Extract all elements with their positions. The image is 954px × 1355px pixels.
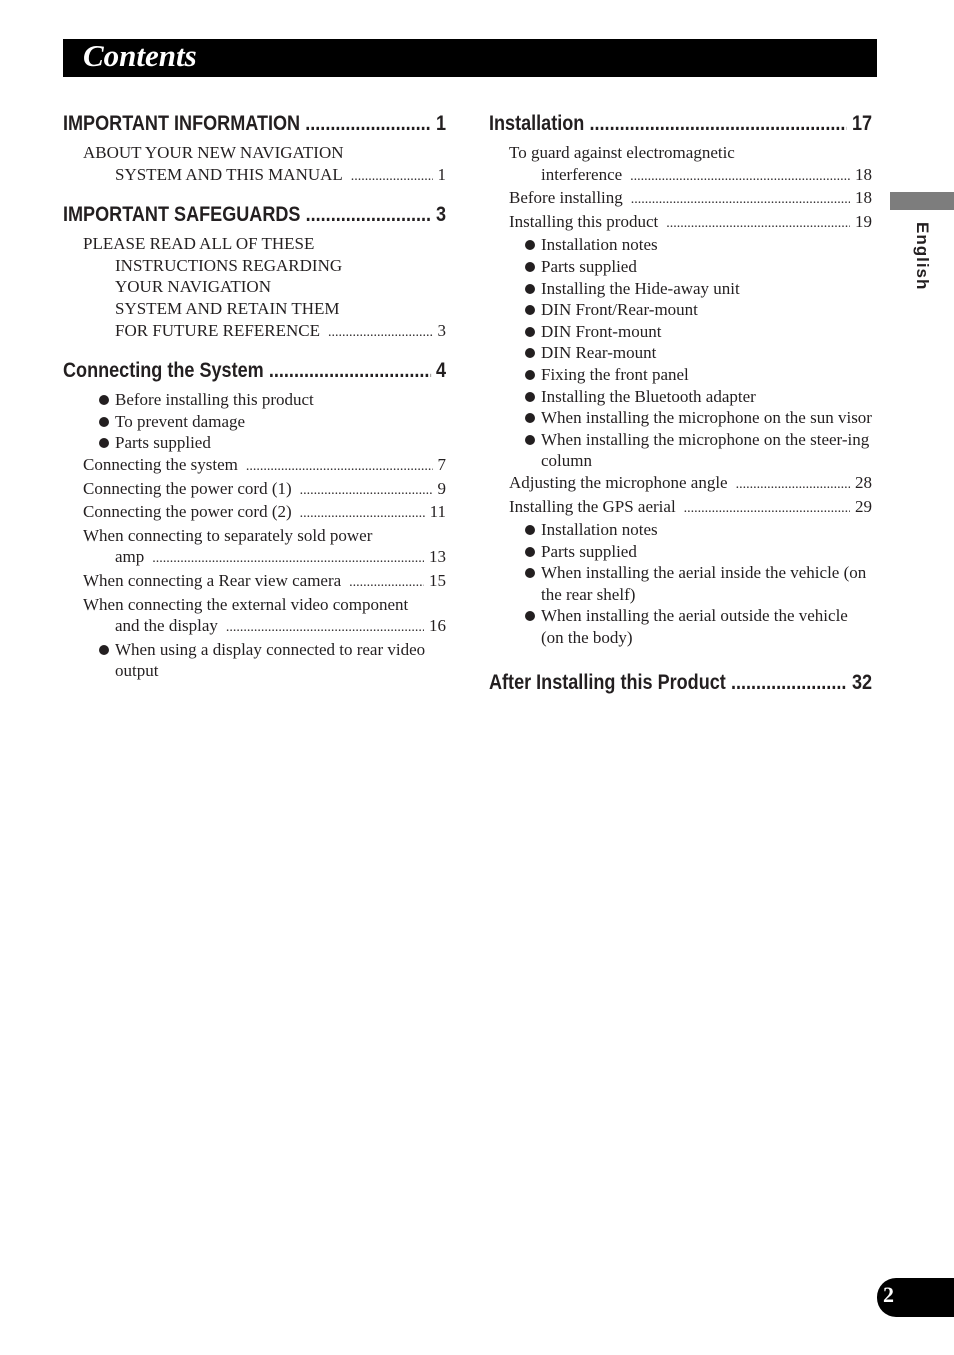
entry-line: ABOUT YOUR NEW NAVIGATION: [83, 143, 344, 162]
toc-bullet[interactable]: When installing the aerial outside the vehicle (on the body): [489, 605, 872, 648]
heading-page: 17: [851, 112, 873, 135]
bullet-icon: [525, 305, 535, 315]
entry-page: 13: [429, 547, 446, 567]
bullet-icon: [525, 327, 535, 337]
toc-bullet[interactable]: DIN Rear-mount: [489, 342, 872, 364]
language-label: English: [913, 222, 932, 291]
bullet-icon: [525, 370, 535, 380]
toc-entry[interactable]: Connecting the power cord (1) ..... 9: [63, 478, 446, 502]
toc-entry[interactable]: [63, 142, 446, 187]
entry-line: INSTRUCTIONS REGARDING: [115, 255, 343, 275]
bullet-icon: [525, 547, 535, 557]
entry-page: 15: [429, 570, 446, 590]
entry-page: 9: [437, 478, 446, 498]
heading-text: Installation: [489, 112, 585, 135]
entry-page: 11: [429, 502, 446, 522]
toc-bullet[interactable]: Parts supplied: [63, 432, 446, 454]
toc-bullet[interactable]: Fixing the front panel: [489, 364, 872, 386]
toc-heading[interactable]: [63, 353, 446, 389]
bullet-icon: [525, 392, 535, 402]
toc-entry[interactable]: Adjusting the microphone angle ..... 28: [489, 472, 872, 496]
toc-entry[interactable]: Before installing ..... 18: [489, 187, 872, 211]
page-number: 2: [883, 1282, 894, 1307]
toc-entry[interactable]: When connecting to separately sold power amp ..... 13: [63, 525, 446, 570]
toc-bullet[interactable]: Installing the Bluetooth adapter: [489, 386, 872, 408]
toc-entry[interactable]: When connecting the external video component and the display ..... 16: [63, 594, 446, 639]
entry-page: 1: [437, 164, 446, 184]
bullet-icon: [525, 525, 535, 535]
toc-bullet[interactable]: Before installing this product: [63, 389, 446, 411]
heading-text: IMPORTANT SAFEGUARDS: [63, 203, 301, 227]
bullet-icon: [99, 438, 109, 448]
toc-heading[interactable]: [489, 106, 872, 142]
bullet-icon: [99, 395, 109, 405]
toc-bullet[interactable]: When installing the microphone on the sun visor: [489, 407, 872, 429]
entry-page: 29: [855, 496, 872, 516]
toc-entry[interactable]: Installing this product ..... 19: [489, 211, 872, 235]
title-bar: [63, 39, 877, 77]
entry-line: SYSTEM AND THIS MANUAL: [115, 164, 343, 184]
toc-bullet[interactable]: Installation notes: [489, 234, 872, 256]
bullet-icon: [525, 240, 535, 250]
entry-page: 28: [855, 472, 872, 492]
heading-page: 32: [851, 670, 873, 694]
heading-page: 4: [436, 359, 447, 383]
page-title: Contents: [83, 38, 197, 73]
toc-heading[interactable]: [63, 106, 446, 142]
toc-bullet[interactable]: DIN Front-mount: [489, 321, 872, 343]
toc-bullet[interactable]: Parts supplied: [489, 541, 872, 563]
bullet-icon: [525, 262, 535, 272]
toc-bullet[interactable]: When installing the microphone on the steer-ing column: [489, 429, 872, 472]
toc-bullet[interactable]: DIN Front/Rear-mount: [489, 299, 872, 321]
bullet-icon: [525, 435, 535, 445]
toc-bullet[interactable]: When installing the aerial inside the vehicle (on the rear shelf): [489, 562, 872, 605]
entry-page: 16: [429, 616, 446, 636]
heading-page: 3: [436, 203, 447, 227]
entry-page: 7: [437, 454, 446, 474]
toc-entry[interactable]: Connecting the power cord (2) ..... 11: [63, 501, 446, 525]
toc-entry[interactable]: Connecting the system ..... 7: [63, 454, 446, 478]
toc-heading[interactable]: [489, 665, 872, 701]
page-number-tab: [877, 1278, 954, 1317]
heading-page: 1: [436, 112, 447, 135]
heading-text: Connecting the System: [63, 359, 264, 383]
toc-bullet[interactable]: When using a display connected to rear video output: [63, 639, 446, 682]
language-tab: [890, 192, 954, 210]
entry-page: 18: [855, 188, 872, 208]
toc-bullet[interactable]: To prevent damage: [63, 411, 446, 433]
bullet-icon: [99, 645, 109, 655]
toc-left-column: [63, 106, 446, 682]
bullet-icon: [525, 611, 535, 621]
toc-entry[interactable]: Installing the GPS aerial ..... 29: [489, 496, 872, 520]
toc-entry[interactable]: [63, 233, 446, 343]
heading-text: After Installing this Product: [489, 670, 726, 694]
entry-line: FOR FUTURE REFERENCE: [115, 320, 320, 340]
toc-bullet[interactable]: Installing the Hide-away unit: [489, 278, 872, 300]
bullet-icon: [525, 284, 535, 294]
bullet-icon: [525, 568, 535, 578]
entry-line: YOUR NAVIGATION: [115, 277, 271, 297]
toc-entry[interactable]: When connecting a Rear view camera ..... 15: [63, 570, 446, 594]
toc-bullet[interactable]: Parts supplied: [489, 256, 872, 278]
toc-heading[interactable]: [63, 197, 446, 233]
bullet-icon: [525, 348, 535, 358]
heading-text: IMPORTANT INFORMATION: [63, 112, 301, 135]
entry-line: SYSTEM AND RETAIN THEM: [115, 298, 340, 318]
entry-page: 19: [855, 211, 872, 231]
entry-line: PLEASE READ ALL OF THESE: [83, 234, 315, 254]
bullet-icon: [99, 417, 109, 427]
entry-page: 3: [437, 320, 446, 340]
toc-bullet[interactable]: Installation notes: [489, 519, 872, 541]
toc-right-column: [489, 106, 872, 701]
toc-entry[interactable]: To guard against electromagnetic interference ..... 18: [489, 142, 872, 187]
bullet-icon: [525, 413, 535, 423]
entry-page: 18: [855, 164, 872, 184]
